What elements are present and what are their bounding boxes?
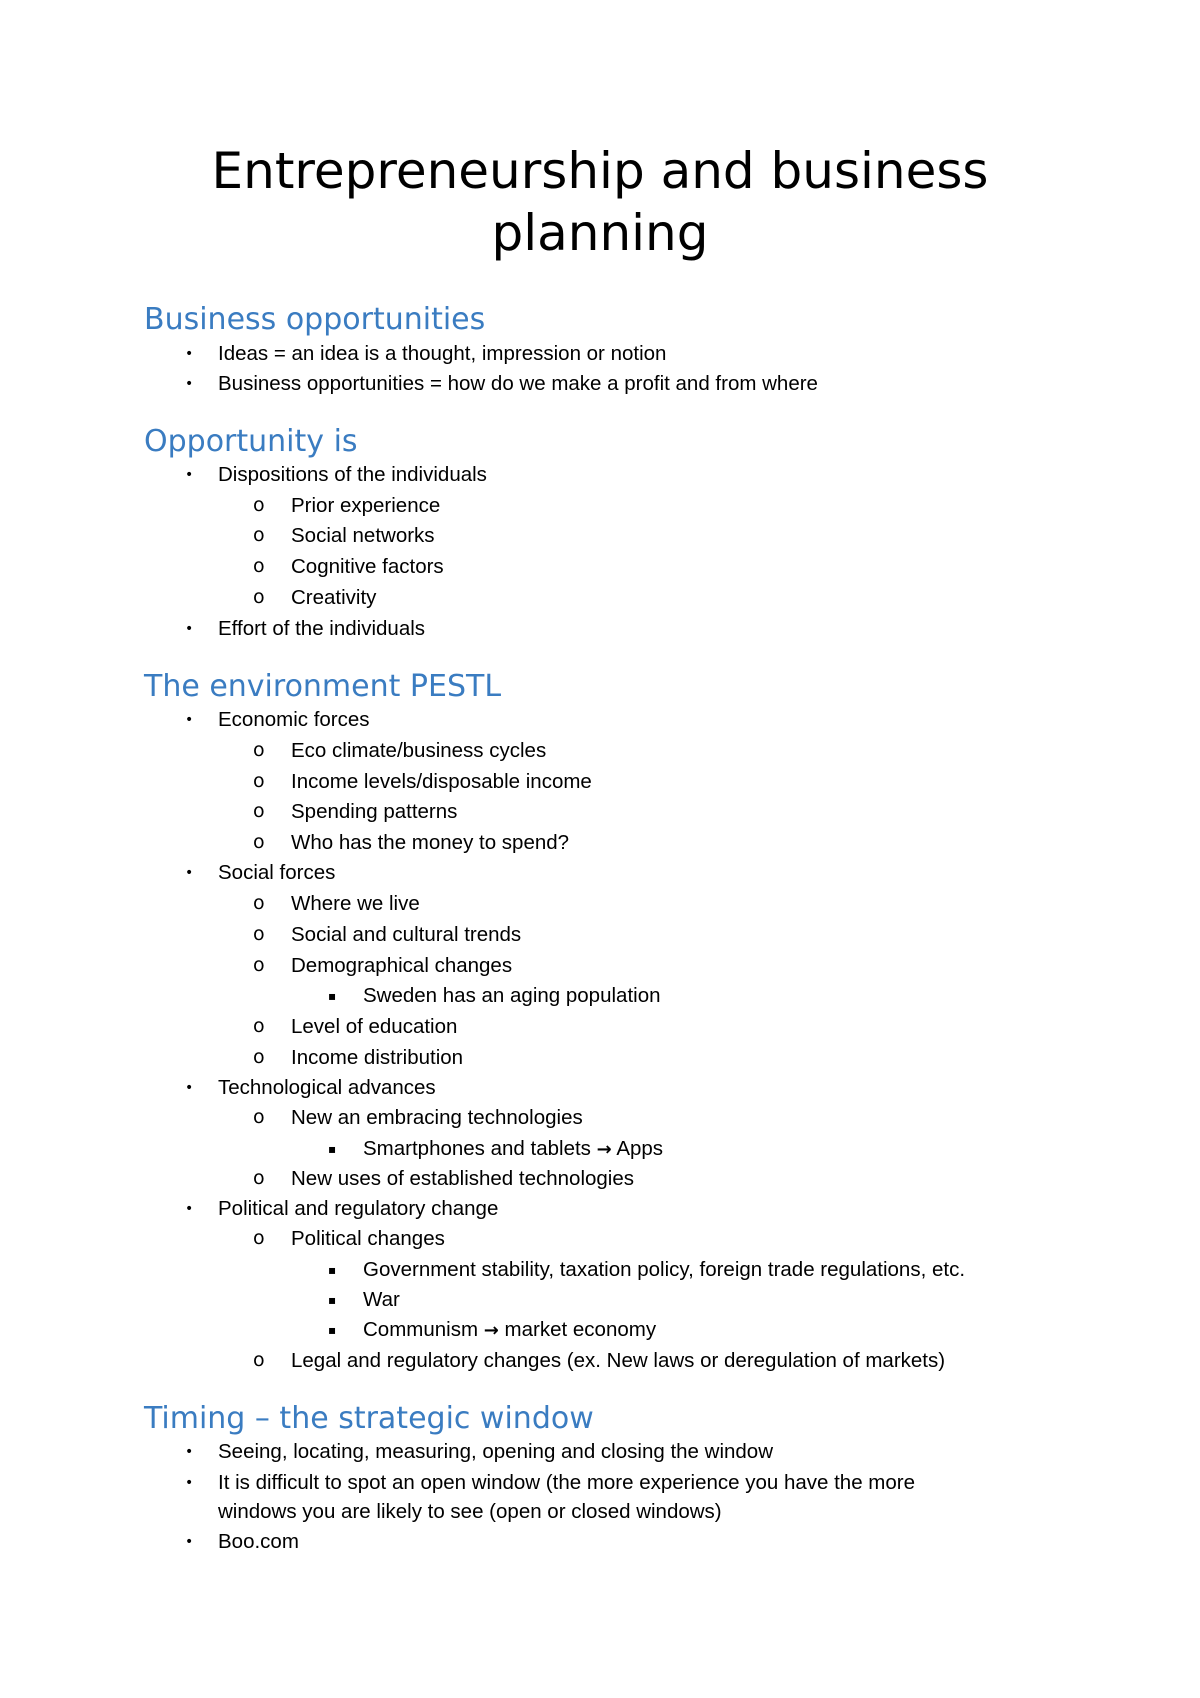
bullet-circle-icon: o bbox=[253, 1167, 265, 1189]
bullet-disc-icon: • bbox=[185, 346, 194, 362]
bullet-circle-icon: o bbox=[253, 1106, 265, 1128]
bullet-disc-icon: • bbox=[185, 376, 194, 392]
bullet-circle-icon: o bbox=[253, 494, 265, 516]
bullet-circle-icon: o bbox=[253, 739, 265, 761]
bullet-disc-icon: • bbox=[185, 1201, 194, 1217]
bullet-circle-icon: o bbox=[253, 1227, 265, 1249]
bullet-disc-icon: • bbox=[185, 467, 194, 483]
bullet-disc-icon: • bbox=[185, 1444, 194, 1460]
bullet-square-icon: ▪ bbox=[328, 1323, 337, 1337]
bullet-circle-icon: o bbox=[253, 770, 265, 792]
bullet-circle-icon: o bbox=[253, 892, 265, 914]
bullet-circle-icon: o bbox=[253, 524, 265, 546]
bullet-circle-icon: o bbox=[253, 923, 265, 945]
bullet-square-icon: ▪ bbox=[328, 1293, 337, 1307]
bullet-square-icon: ▪ bbox=[328, 989, 337, 1003]
bullet-disc-icon: • bbox=[185, 712, 194, 728]
bullet-disc-icon: • bbox=[185, 621, 194, 637]
bullet-circle-icon: o bbox=[253, 831, 265, 853]
bullet-circle-icon: o bbox=[253, 1349, 265, 1371]
section-heading-business-opportunities: Business opportunities bbox=[144, 302, 486, 337]
bullet-circle-icon: o bbox=[253, 555, 265, 577]
document-page: Entrepreneurship and business planning Business opportunities • Ideas = an idea is a thought, impression or notion • Business opportunities = how do we make a profit and from where Opportunity is • Dispositions of the individuals o Prior experience o Social networks o Cognitive factors o Creativity • Effort of the individuals The environment PESTL • Economic forces o Eco climate/business cycles o Income levels/disposable income o Spending patterns o Who has the money to spend? • Social forces o Where we live o Social and cultural trends o Demographical changes ▪ Sweden has an aging population o Level of education o Income distribution • Technological advances o New an embracing technologies ▪ Smartphones and tablets → Apps o New uses of established technologies • Political and regulatory change o Political changes ▪ Government stability, taxation policy, foreign trade regulations, etc. ▪ War ▪ Communism → market economy o Legal and regulatory changes (ex. New laws or deregulation of markets) Timing – the strategic window • Seeing, locating, measuring, opening and closing the window • It is difficult to spot an open window (the more experience you have the more windows you are likely to see (open or closed windows) • Boo.com bbox=[0, 0, 1200, 1698]
bullet-circle-icon: o bbox=[253, 800, 265, 822]
bullet-circle-icon: o bbox=[253, 1015, 265, 1037]
arrow-right-icon: → bbox=[596, 1139, 612, 1160]
section-heading-opportunity-is: Opportunity is bbox=[144, 424, 358, 459]
bullet-square-icon: ▪ bbox=[328, 1263, 337, 1277]
bullet-circle-icon: o bbox=[253, 1046, 265, 1068]
bullet-disc-icon: • bbox=[185, 1534, 194, 1550]
arrow-right-icon: → bbox=[483, 1320, 499, 1341]
bullet-circle-icon: o bbox=[253, 954, 265, 976]
bullet-disc-icon: • bbox=[185, 1080, 194, 1096]
bullet-disc-icon: • bbox=[185, 865, 194, 881]
bullet-disc-icon: • bbox=[185, 1475, 194, 1491]
section-heading-timing-strategic-window: Timing – the strategic window bbox=[144, 1401, 594, 1436]
bullet-circle-icon: o bbox=[253, 586, 265, 608]
document-title: Entrepreneurship and business planning bbox=[211, 142, 989, 262]
section-heading-environment-pestl: The environment PESTL bbox=[144, 669, 502, 704]
bullet-square-icon: ▪ bbox=[328, 1142, 337, 1156]
